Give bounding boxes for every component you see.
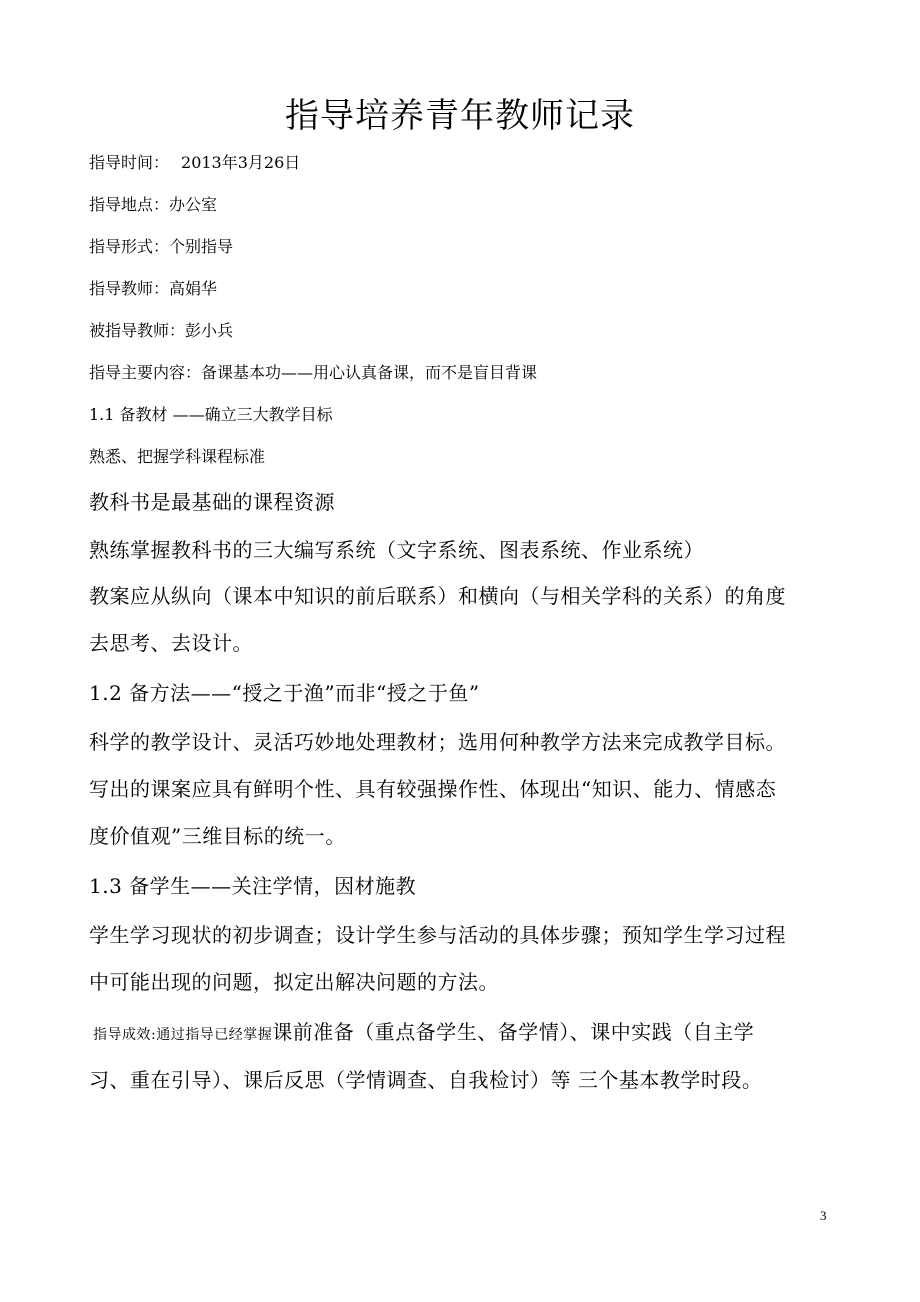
result-text: 课前准备（重点备学生、备学情）、课中实践（自主学 bbox=[272, 1020, 755, 1044]
guidance-time bbox=[89, 150, 300, 173]
result-label: 指导成效:通过指导已经掌握 bbox=[93, 1027, 273, 1043]
guidance-time-value: 2013年3月26日 bbox=[181, 153, 301, 172]
section-1-1-line: 教科书是最基础的课程资源 bbox=[89, 490, 335, 514]
section-1-1-line: 熟悉、把握学科课程标准 bbox=[89, 447, 266, 466]
guidance-form: 指导形式：个别指导 bbox=[89, 237, 234, 256]
section-1-3-heading: 1.3 备学生——关注学情，因材施教 bbox=[89, 874, 417, 898]
guidance-time-label: 指导时间： bbox=[89, 153, 170, 172]
section-1-1-line: 去思考、去设计。 bbox=[89, 631, 253, 655]
section-1-1-line: 教案应从纵向（课本中知识的前后联系）和横向（与相关学科的关系）的角度 bbox=[89, 584, 786, 608]
section-1-1-line: 熟练掌握教科书的三大编写系统（文字系统、图表系统、作业系统） bbox=[89, 538, 704, 562]
section-1-3-line: 中可能出现的问题，拟定出解决问题的方法。 bbox=[89, 970, 499, 994]
main-content: 指导主要内容：备课基本功——用心认真备课，而不是盲目背课 bbox=[89, 363, 538, 382]
section-1-3-line: 学生学习现状的初步调查；设计学生参与活动的具体步骤；预知学生学习过程 bbox=[89, 923, 786, 947]
section-1-2-line: 写出的课案应具有鲜明个性、具有较强操作性、体现出“知识、能力、情感态 bbox=[89, 777, 777, 801]
page-title: 指导培养青年教师记录 bbox=[285, 96, 635, 136]
guidance-result-continued: 习、重在引导）、课后反思（学情调查、自我检讨）等 三个基本教学时段。 bbox=[89, 1068, 763, 1092]
section-1-2-line: 度价值观”三维目标的统一。 bbox=[89, 824, 346, 848]
section-1-1-heading: 1.1 备教材 ——确立三大教学目标 bbox=[89, 405, 333, 424]
mentor-teacher: 指导教师：高娟华 bbox=[89, 279, 218, 298]
guidance-result bbox=[93, 1016, 754, 1045]
page-number: 3 bbox=[820, 1208, 827, 1223]
mentee-teacher: 被指导教师：彭小兵 bbox=[89, 321, 234, 340]
section-1-2-line: 科学的教学设计、灵活巧妙地处理教材；选用何种教学方法来完成教学目标。 bbox=[89, 730, 786, 754]
section-1-2-heading: 1.2 备方法——“授之于渔”而非“授之于鱼” bbox=[89, 681, 480, 705]
guidance-place: 指导地点：办公室 bbox=[89, 195, 218, 214]
